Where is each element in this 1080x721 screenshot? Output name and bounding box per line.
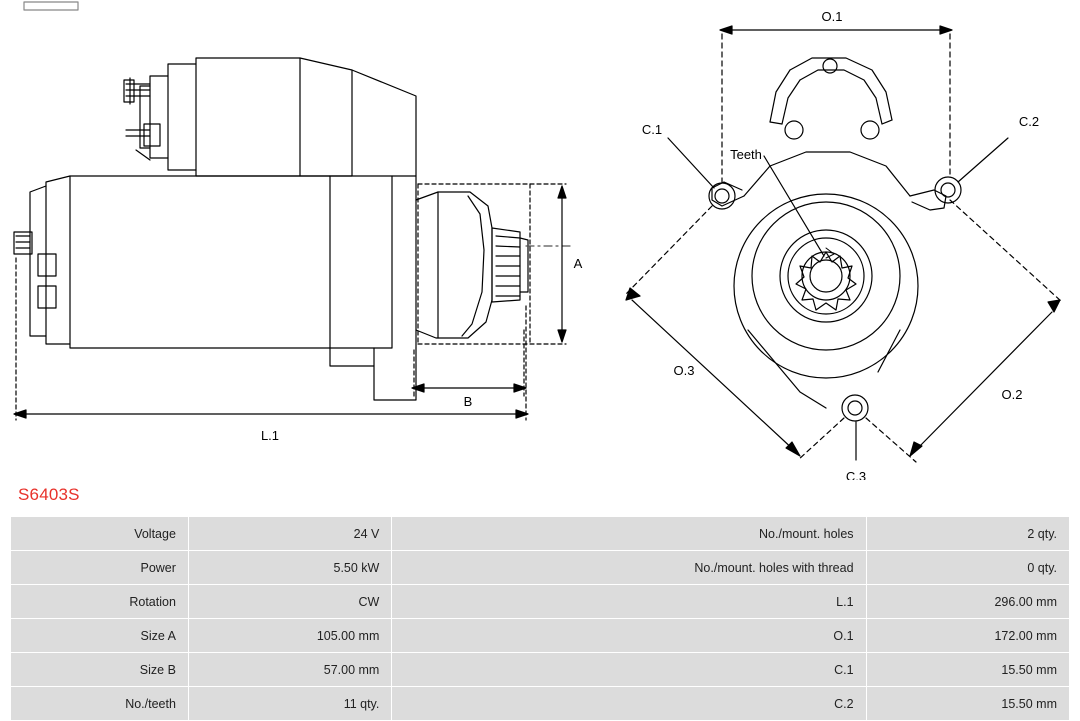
spec-value: 105.00 mm <box>188 619 391 653</box>
spec-label: Size A <box>11 619 189 653</box>
label-c3: C.3 <box>845 469 867 480</box>
starter-side-view <box>14 2 574 420</box>
spec-label: Size B <box>11 653 189 687</box>
spec-value: 11 qty. <box>188 687 391 721</box>
label-c2: C.2 <box>1018 114 1040 129</box>
label-o2: O.2 <box>1001 387 1023 402</box>
spec-value-2: 296.00 mm <box>866 585 1069 619</box>
table-row <box>11 517 1070 551</box>
table-row <box>11 653 1070 687</box>
spec-value: 5.50 kW <box>188 551 391 585</box>
spec-label-2: O.1 <box>392 619 866 653</box>
label-c1: C.1 <box>641 122 663 137</box>
table-row <box>11 585 1070 619</box>
specification-table <box>10 516 1070 721</box>
label-o3: O.3 <box>673 363 695 378</box>
spec-value-2: 172.00 mm <box>866 619 1069 653</box>
label-a: A <box>573 256 583 271</box>
spec-value-2: 0 qty. <box>866 551 1069 585</box>
spec-label-2: C.2 <box>392 687 866 721</box>
spec-value: 57.00 mm <box>188 653 391 687</box>
spec-label: No./teeth <box>11 687 189 721</box>
label-o1: O.1 <box>821 9 843 24</box>
label-l1: L.1 <box>260 428 280 443</box>
part-number: S6403S <box>18 485 80 504</box>
table-row <box>11 687 1070 721</box>
spec-label: Power <box>11 551 189 585</box>
spec-value: CW <box>188 585 391 619</box>
spec-label-2: L.1 <box>392 585 866 619</box>
spec-value-2: 15.50 mm <box>866 687 1069 721</box>
spec-label-2: No./mount. holes <box>392 517 866 551</box>
spec-label-2: No./mount. holes with thread <box>392 551 866 585</box>
table-row <box>11 551 1070 585</box>
starter-front-view <box>626 26 1062 462</box>
spec-value-2: 2 qty. <box>866 517 1069 551</box>
spec-label-2: C.1 <box>392 653 866 687</box>
spec-label: Rotation <box>11 585 189 619</box>
spec-value-2: 15.50 mm <box>866 653 1069 687</box>
spec-value: 24 V <box>188 517 391 551</box>
label-b: B <box>463 394 473 409</box>
spec-label: Voltage <box>11 517 189 551</box>
table-row <box>11 619 1070 653</box>
label-teeth: Teeth <box>730 147 762 162</box>
